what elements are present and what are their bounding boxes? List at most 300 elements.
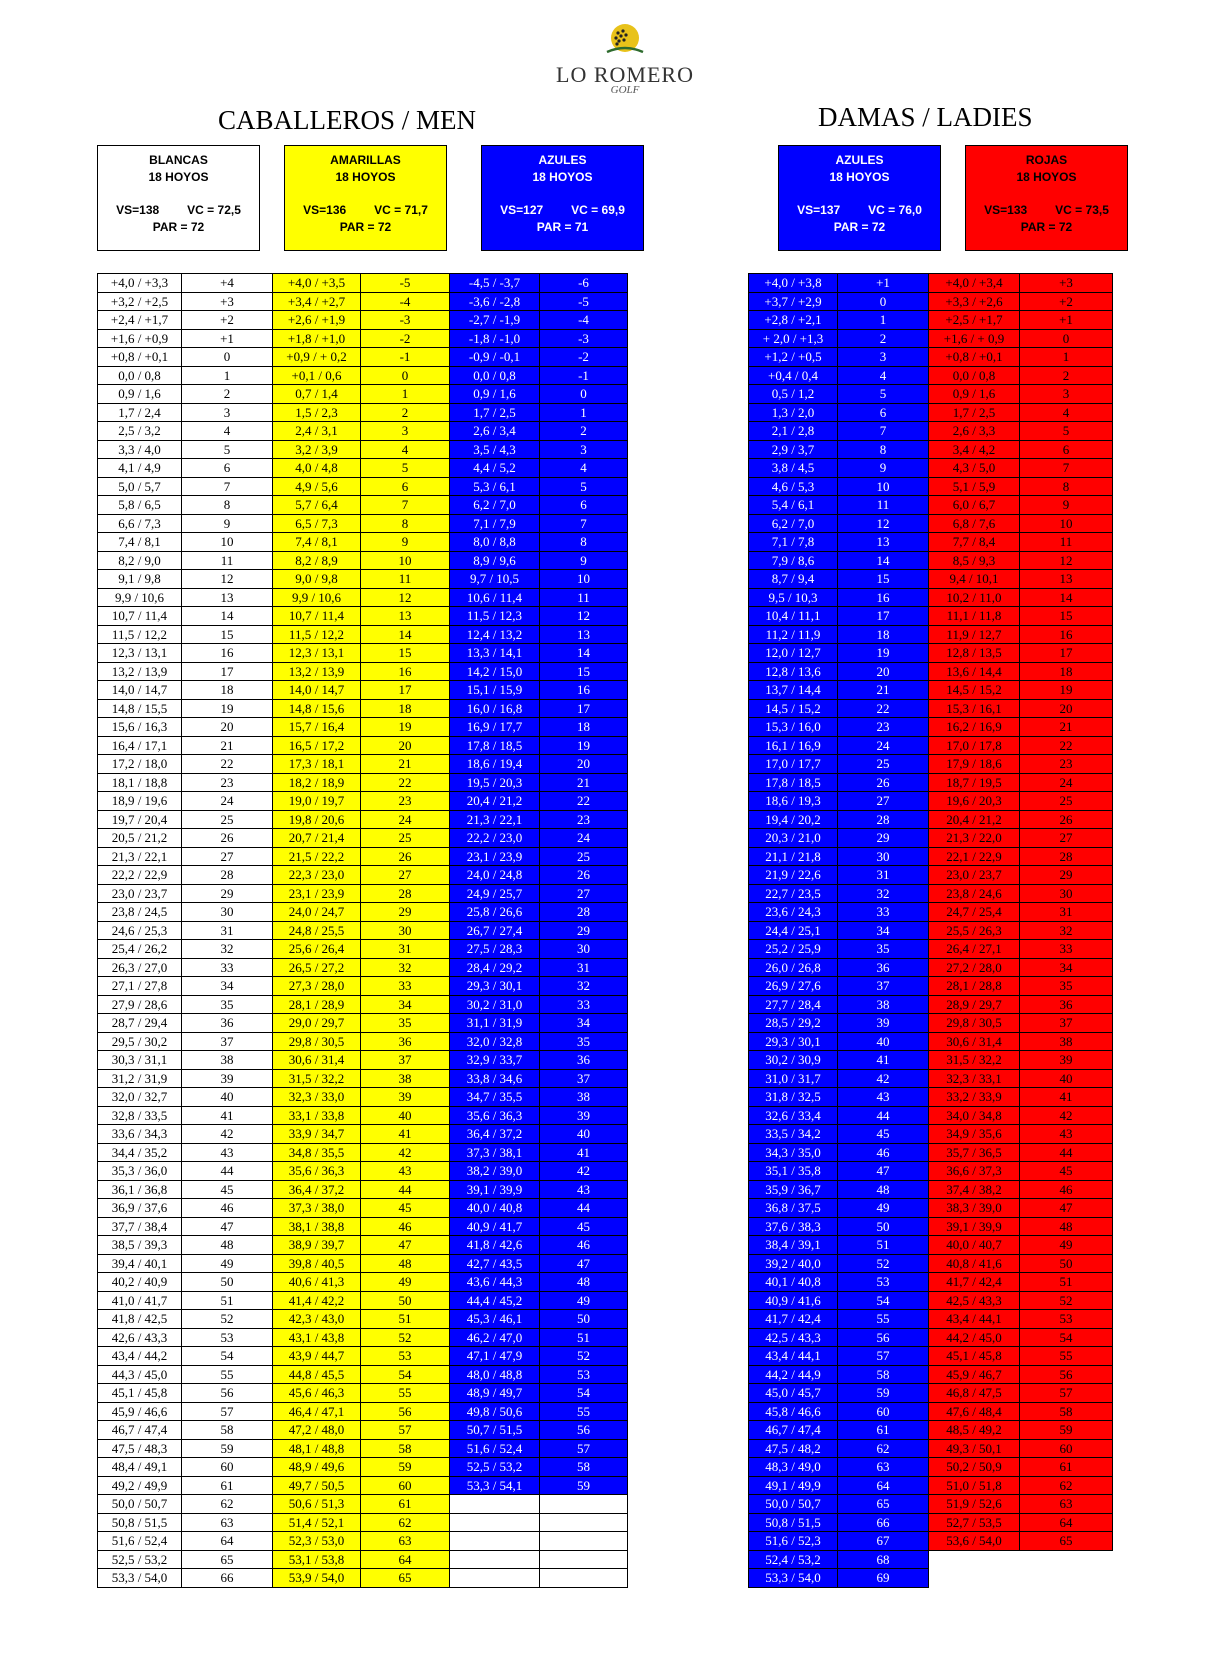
ladies-cell: 30,6 / 31,4 [929,1032,1020,1051]
men-cell: -4 [540,311,628,330]
men-cell: 51 [182,1291,273,1310]
men-cell: 14 [361,625,450,644]
men-cell: 35,6 / 36,3 [273,1162,361,1181]
men-cell: 48,4 / 49,1 [98,1458,182,1477]
table-row [98,1254,628,1273]
ladies-cell: 59 [1020,1421,1113,1440]
ladies-cell: 46,8 / 47,5 [929,1384,1020,1403]
par-value: PAR = 72 [833,220,886,234]
ladies-cell: 27 [1020,829,1113,848]
ladies-cell: 7 [1020,459,1113,478]
men-cell: 23,0 / 23,7 [98,884,182,903]
table-row [749,1347,1113,1366]
men-cell: 14,0 / 14,7 [273,681,361,700]
men-cell: 51 [361,1310,450,1329]
table-row [749,1014,1113,1033]
ladies-cell: 32,6 / 33,4 [749,1106,838,1125]
table-row [749,681,1113,700]
ladies-cell: 7 [838,422,929,441]
table-row [98,810,628,829]
ladies-cell: 37 [1020,1014,1113,1033]
men-cell: 1,7 / 2,5 [450,403,540,422]
ladies-tee-box-0 [778,145,941,251]
men-cell: 42 [361,1143,450,1162]
men-cell: 21,3 / 22,1 [450,810,540,829]
table-row [98,1106,628,1125]
table-row [749,1421,1113,1440]
men-cell: 39,8 / 40,5 [273,1254,361,1273]
ladies-cell: 9 [838,459,929,478]
ladies-handicap-table [748,273,1113,1588]
men-cell: 14,8 / 15,5 [98,699,182,718]
men-cell: 3,3 / 4,0 [98,440,182,459]
table-row [98,681,628,700]
men-cell: 54 [182,1347,273,1366]
ladies-cell: 61 [838,1421,929,1440]
ladies-cell: 35,1 / 35,8 [749,1162,838,1181]
table-row [749,477,1113,496]
men-cell: 41,0 / 41,7 [98,1291,182,1310]
men-cell: 26 [182,829,273,848]
ladies-cell: 14 [838,551,929,570]
ladies-cell: 19,6 / 20,3 [929,792,1020,811]
men-cell: 43 [361,1162,450,1181]
ladies-cell: 37,6 / 38,3 [749,1217,838,1236]
table-row [749,1032,1113,1051]
ladies-cell: 65 [1020,1532,1113,1551]
course-rating-value: VC = 72,5 [187,203,241,217]
men-cell [450,1532,540,1551]
men-cell: 43 [182,1143,273,1162]
men-cell: 41,4 / 42,2 [273,1291,361,1310]
men-cell: 44 [361,1180,450,1199]
ladies-cell: 1 [1020,348,1113,367]
men-cell: 31,2 / 31,9 [98,1069,182,1088]
ladies-cell: 38 [838,995,929,1014]
table-row [98,1180,628,1199]
table-row [98,385,628,404]
ladies-cell: 7,9 / 8,6 [749,551,838,570]
course-rating-value: VC = 69,9 [571,203,625,217]
men-cell: 26,5 / 27,2 [273,958,361,977]
ladies-cell: +0,8 / +0,1 [929,348,1020,367]
ladies-cell: 41 [838,1051,929,1070]
table-row [98,1032,628,1051]
men-cell: 27,9 / 28,6 [98,995,182,1014]
men-cell: 42 [540,1162,628,1181]
table-row [749,1458,1113,1477]
men-cell: 2,6 / 3,4 [450,422,540,441]
men-cell: 58 [182,1421,273,1440]
men-cell: 0,0 / 0,8 [450,366,540,385]
ladies-cell: 62 [838,1439,929,1458]
men-cell: +0,8 / +0,1 [98,348,182,367]
slope-rating-row [482,202,643,219]
ladies-cell: 11 [1020,533,1113,552]
men-cell: 37 [540,1069,628,1088]
ladies-cell: 32 [838,884,929,903]
men-cell: 12 [182,570,273,589]
ladies-cell: 24,4 / 25,1 [749,921,838,940]
men-cell: 24 [361,810,450,829]
men-cell: 35,3 / 36,0 [98,1162,182,1181]
table-row [749,792,1113,811]
table-row [749,829,1113,848]
men-cell: +0,9 / + 0,2 [273,348,361,367]
men-cell: 17 [182,662,273,681]
men-cell: 15 [361,644,450,663]
ladies-cell: 11,2 / 11,9 [749,625,838,644]
men-cell: 33 [182,958,273,977]
ladies-cell: 21 [1020,718,1113,737]
men-cell: +4,0 / +3,5 [273,274,361,293]
ladies-cell: 6,8 / 7,6 [929,514,1020,533]
men-cell: -5 [540,292,628,311]
men-cell: 49,2 / 49,9 [98,1476,182,1495]
men-cell: 50,6 / 51,3 [273,1495,361,1514]
men-cell: 44,8 / 45,5 [273,1365,361,1384]
holes-label: 18 HOYOS [829,170,890,184]
ladies-cell: 0 [838,292,929,311]
ladies-cell: 47 [838,1162,929,1181]
tee-name: BLANCAS [149,153,208,167]
men-cell: 11 [361,570,450,589]
ladies-cell: 31,8 / 32,5 [749,1088,838,1107]
men-cell: -4,5 / -3,7 [450,274,540,293]
men-cell: 63 [361,1532,450,1551]
table-row [749,422,1113,441]
ladies-cell: 62 [1020,1476,1113,1495]
ladies-cell: 54 [1020,1328,1113,1347]
men-cell: 28 [540,903,628,922]
ladies-cell: 46,7 / 47,4 [749,1421,838,1440]
ladies-cell: 32,3 / 33,1 [929,1069,1020,1088]
men-cell: 33 [540,995,628,1014]
men-cell: 23 [361,792,450,811]
ladies-cell: 21,1 / 21,8 [749,847,838,866]
club-logo [555,22,695,132]
men-cell: 1,7 / 2,4 [98,403,182,422]
men-cell: 21 [540,773,628,792]
men-cell: -4 [361,292,450,311]
men-cell: 4,0 / 4,8 [273,459,361,478]
ladies-cell: +1,2 / +0,5 [749,348,838,367]
men-cell: 15 [540,662,628,681]
men-cell: 23,8 / 24,5 [98,903,182,922]
table-row [98,773,628,792]
ladies-cell: 8 [1020,477,1113,496]
men-cell: 25,6 / 26,4 [273,940,361,959]
ladies-cell: 28,5 / 29,2 [749,1014,838,1033]
men-cell: 1 [361,385,450,404]
table-row [749,459,1113,478]
men-cell: 44 [182,1162,273,1181]
men-cell: 53,3 / 54,0 [98,1569,182,1588]
men-cell: 11 [182,551,273,570]
ladies-cell: 33 [838,903,929,922]
table-row [98,311,628,330]
men-cell: 31,1 / 31,9 [450,1014,540,1033]
men-cell: 25,8 / 26,6 [450,903,540,922]
men-cell: 20,5 / 21,2 [98,829,182,848]
men-cell: 52,3 / 53,0 [273,1532,361,1551]
table-row [98,403,628,422]
ladies-cell: 8,5 / 9,3 [929,551,1020,570]
men-cell: 25 [540,847,628,866]
men-cell: 3 [182,403,273,422]
men-cell: 19,5 / 20,3 [450,773,540,792]
ladies-cell: 40,8 / 41,6 [929,1254,1020,1273]
ladies-cell: 57 [838,1347,929,1366]
men-cell: 64 [182,1532,273,1551]
men-cell: 16,5 / 17,2 [273,736,361,755]
men-cell: -2 [540,348,628,367]
men-cell: 39,1 / 39,9 [450,1180,540,1199]
table-row [98,662,628,681]
men-cell: 38,2 / 39,0 [450,1162,540,1181]
men-cell: 24 [540,829,628,848]
ladies-cell: 13 [838,533,929,552]
ladies-cell: + 2,0 / +1,3 [749,329,838,348]
men-cell: 5,8 / 6,5 [98,496,182,515]
men-cell: 53 [540,1365,628,1384]
men-cell: 39 [540,1106,628,1125]
men-cell: 28 [182,866,273,885]
ladies-cell: 22,1 / 22,9 [929,847,1020,866]
men-cell: 13,2 / 13,9 [98,662,182,681]
table-row [749,1402,1113,1421]
men-cell: 4,1 / 4,9 [98,459,182,478]
ladies-cell: 30 [838,847,929,866]
men-cell: 0 [182,348,273,367]
men-cell: 6,6 / 7,3 [98,514,182,533]
men-cell: 52 [361,1328,450,1347]
table-row [98,1143,628,1162]
men-cell: 8,2 / 9,0 [98,551,182,570]
men-cell: 0,9 / 1,6 [450,385,540,404]
men-cell: 45 [361,1199,450,1218]
ladies-cell: 42,5 / 43,3 [749,1328,838,1347]
table-row [749,607,1113,626]
table-row [98,459,628,478]
ladies-cell: 31 [838,866,929,885]
men-cell: 37 [182,1032,273,1051]
men-cell: 55 [361,1384,450,1403]
ladies-cell: 63 [1020,1495,1113,1514]
ladies-cell: 64 [838,1476,929,1495]
ladies-cell: 48,5 / 49,2 [929,1421,1020,1440]
men-cell: 46 [182,1199,273,1218]
slope-value: VS=137 [797,203,841,217]
men-cell: 4,4 / 5,2 [450,459,540,478]
ladies-cell: +1 [1020,311,1113,330]
table-row [749,1143,1113,1162]
ladies-cell: +1,6 / + 0,9 [929,329,1020,348]
ladies-cell: 2 [838,329,929,348]
men-cell: 50 [361,1291,450,1310]
ladies-cell: 42 [838,1069,929,1088]
table-row [749,1051,1113,1070]
men-cell: -1,8 / -1,0 [450,329,540,348]
ladies-cell: 5 [838,385,929,404]
men-cell: 8 [361,514,450,533]
men-cell: 33,1 / 33,8 [273,1106,361,1125]
men-cell: 34 [540,1014,628,1033]
ladies-cell: 18 [1020,662,1113,681]
table-row [98,792,628,811]
men-cell: 11,5 / 12,2 [98,625,182,644]
men-cell: +0,1 / 0,6 [273,366,361,385]
ladies-cell: 1,3 / 2,0 [749,403,838,422]
ladies-cell: 45,0 / 45,7 [749,1384,838,1403]
ladies-cell: 68 [838,1550,929,1569]
men-cell: 25 [361,829,450,848]
men-cell: 56 [361,1402,450,1421]
ladies-cell: 37 [838,977,929,996]
ladies-cell: 23,6 / 24,3 [749,903,838,922]
ladies-cell: 0,9 / 1,6 [929,385,1020,404]
ladies-cell: 20,3 / 21,0 [749,829,838,848]
ladies-cell: 53 [1020,1310,1113,1329]
table-row [749,958,1113,977]
men-cell: 58 [361,1439,450,1458]
men-cell: +4,0 / +3,3 [98,274,182,293]
ladies-cell: +1 [838,274,929,293]
men-cell: 6 [361,477,450,496]
ladies-cell: 26,4 / 27,1 [929,940,1020,959]
ladies-cell: 15 [1020,607,1113,626]
table-row [98,995,628,1014]
ladies-cell: 33 [1020,940,1113,959]
ladies-cell: 37,4 / 38,2 [929,1180,1020,1199]
ladies-cell: 51,9 / 52,6 [929,1495,1020,1514]
ladies-cell: 11 [838,496,929,515]
ladies-cell: 56 [1020,1365,1113,1384]
men-cell: 61 [361,1495,450,1514]
ladies-section-title: DAMAS / LADIES [818,102,1033,132]
table-row [749,644,1113,663]
ladies-cell: 23,8 / 24,6 [929,884,1020,903]
men-cell: 30,6 / 31,4 [273,1051,361,1070]
men-cell: 45 [540,1217,628,1236]
men-cell: 16,4 / 17,1 [98,736,182,755]
men-cell: 11,5 / 12,2 [273,625,361,644]
par-value: PAR = 72 [1020,220,1073,234]
ladies-cell: 44,2 / 45,0 [929,1328,1020,1347]
men-cell: 25 [182,810,273,829]
men-cell: 46 [361,1217,450,1236]
ladies-cell: 64 [1020,1513,1113,1532]
men-cell: 11,5 / 12,3 [450,607,540,626]
ladies-cell: 54 [838,1291,929,1310]
men-cell: 22 [540,792,628,811]
men-cell: 33,8 / 34,6 [450,1069,540,1088]
men-cell: 30 [182,903,273,922]
men-cell: 40,9 / 41,7 [450,1217,540,1236]
men-cell: 9 [540,551,628,570]
men-cell: +2 [182,311,273,330]
ladies-cell: 21,9 / 22,6 [749,866,838,885]
men-cell: 9,9 / 10,6 [98,588,182,607]
ladies-cell: 55 [838,1310,929,1329]
ladies-cell: 2 [1020,366,1113,385]
holes-label: 18 HOYOS [532,170,593,184]
slope-rating-row [98,202,259,219]
ladies-cell: 27,7 / 28,4 [749,995,838,1014]
men-cell: +1 [182,329,273,348]
ladies-cell: 18 [838,625,929,644]
men-cell: 13 [361,607,450,626]
men-cell: 32 [540,977,628,996]
men-cell: 32 [182,940,273,959]
ladies-cell: 50,0 / 50,7 [749,1495,838,1514]
men-cell: 42 [182,1125,273,1144]
ladies-cell: 21,3 / 22,0 [929,829,1020,848]
ladies-cell: 6,0 / 6,7 [929,496,1020,515]
men-cell: 18,9 / 19,6 [98,792,182,811]
ladies-cell: 18,6 / 19,3 [749,792,838,811]
men-cell: 42,7 / 43,5 [450,1254,540,1273]
table-row [749,1310,1113,1329]
men-cell: 32,9 / 33,7 [450,1051,540,1070]
ladies-cell: +2,5 / +1,7 [929,311,1020,330]
men-cell: 5,0 / 5,7 [98,477,182,496]
ladies-cell: 53 [838,1273,929,1292]
men-cell: 24,9 / 25,7 [450,884,540,903]
men-cell: 5 [182,440,273,459]
men-cell: 16 [540,681,628,700]
men-cell: 33,9 / 34,7 [273,1125,361,1144]
ladies-cell: 48 [1020,1217,1113,1236]
ladies-cell: 23 [1020,755,1113,774]
ladies-cell: 42 [1020,1106,1113,1125]
ladies-cell: 43 [1020,1125,1113,1144]
men-cell: 22,2 / 22,9 [98,866,182,885]
men-cell: 36,4 / 37,2 [450,1125,540,1144]
table-row [98,921,628,940]
table-row [749,1162,1113,1181]
men-cell: 22,2 / 23,0 [450,829,540,848]
table-row [749,995,1113,1014]
men-cell: 1 [182,366,273,385]
men-cell: 55 [540,1402,628,1421]
men-cell: 14,8 / 15,6 [273,699,361,718]
men-cell: 38 [182,1051,273,1070]
men-cell: 23 [182,773,273,792]
men-cell: 19 [361,718,450,737]
ladies-cell: 13,7 / 14,4 [749,681,838,700]
ladies-cell: 10 [838,477,929,496]
men-cell: 18,2 / 18,9 [273,773,361,792]
ladies-cell: 49,1 / 49,9 [749,1476,838,1495]
men-cell: 59 [540,1476,628,1495]
men-cell: 46 [540,1236,628,1255]
men-cell: 9 [182,514,273,533]
men-cell: 51,6 / 52,4 [450,1439,540,1458]
men-cell: 35 [182,995,273,1014]
men-cell: 39 [182,1069,273,1088]
table-row [749,1088,1113,1107]
men-cell: 43,6 / 44,3 [450,1273,540,1292]
men-cell: 17 [361,681,450,700]
ladies-cell: 16,2 / 16,9 [929,718,1020,737]
men-cell: 19,7 / 20,4 [98,810,182,829]
men-cell: +3,2 / +2,5 [98,292,182,311]
men-cell: 51 [540,1328,628,1347]
ladies-cell: 24 [838,736,929,755]
men-cell: 49 [182,1254,273,1273]
table-row [749,884,1113,903]
